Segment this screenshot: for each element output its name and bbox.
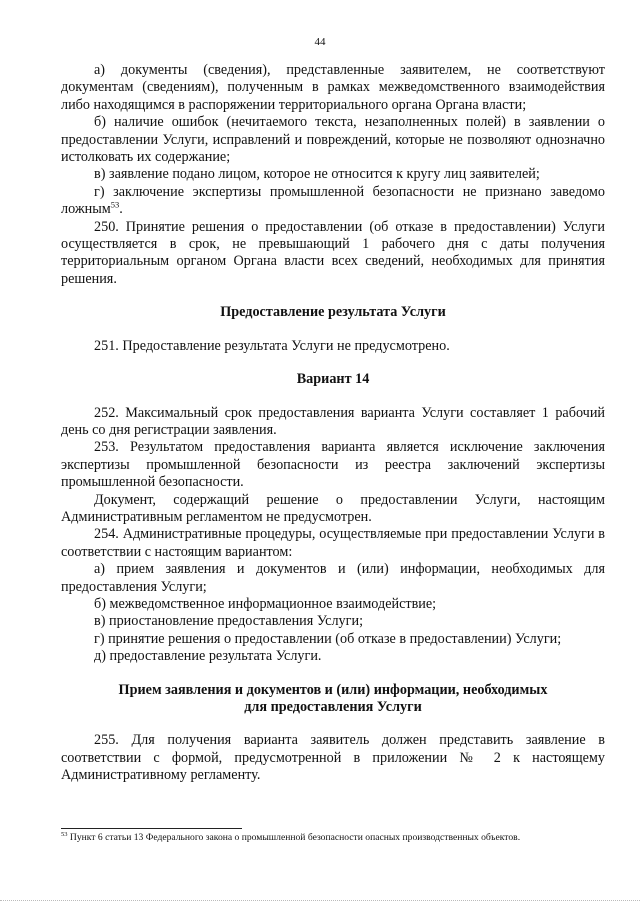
section-heading-reception-line2: для предоставления Услуги: [244, 699, 422, 715]
section-heading-reception: [61, 682, 605, 717]
paragraph-item-v: в) заявление подано лицом, которое не относится к кругу лиц заявителей;: [94, 166, 540, 183]
paragraph-254: 254. Административные процедуры, осуществляемые при предоставлении Услуги в соответствии с настоящим вариантом:: [61, 526, 605, 560]
paragraph-item-b: б) наличие ошибок (нечитаемого текста, незаполненных полей) в заявлении о предоставлении Услуги, исправлений и повреждений, которые не позволяют однозначно истолковать их содержание;: [61, 114, 605, 166]
footnote: [61, 832, 621, 844]
paragraph-250: 250. Принятие решения о предоставлении (об отказе в предоставлении) Услуги осуществляется в срок, не превышающий 1 рабочего дня с даты получения территориальным органом Органа власти всех сведений, необходимых для принятия решения.: [61, 218, 605, 287]
paragraph-253: 253. Результатом предоставления варианта является исключение заключения экспертизы промышленной безопасности из реестра заключений экспертизы промышленной безопасности.: [61, 439, 605, 491]
section-heading-reception-line1: Прием заявления и документов и (или) информации, необходимых: [118, 681, 548, 698]
page-number: 44: [314, 36, 326, 48]
paragraph-255: 255. Для получения варианта заявитель должен представить заявление в соответствии с формой, предусмотренной в приложении № 2 к настоящему Административному регламенту.: [61, 732, 605, 784]
paragraph-item-g-text: г) заключение экспертизы промышленной безопасности не признано заведомо ложным: [61, 183, 605, 218]
paragraph-item-g: [61, 184, 605, 219]
section-heading-variant: Вариант 14: [296, 371, 370, 388]
paragraph-251: 251. Предоставление результата Услуги не предусмотрено.: [94, 337, 450, 354]
footnote-reference[interactable]: 53: [110, 199, 120, 210]
paragraph-document: Документ, содержащий решение о предоставлении Услуги, настоящим Административным регламентом не предусмотрен.: [61, 491, 605, 525]
paragraph-252: 252. Максимальный срок предоставления варианта Услуги составляет 1 рабочий день со дня регистрации заявления.: [61, 404, 605, 438]
procedure-item-a: а) прием заявления и документов и (или) информации, необходимых для предоставления Услуги;: [61, 561, 605, 595]
procedure-item-g: г) принятие решения о предоставлении (об отказе в предоставлении) Услуги;: [94, 630, 562, 647]
procedure-item-d: д) предоставление результата Услуги.: [94, 648, 322, 665]
document-body: [61, 62, 605, 785]
footnote-divider: [61, 828, 242, 829]
section-heading-result: Предоставление результата Услуги: [220, 304, 446, 321]
paragraph-item-a: а) документы (сведения), представленные заявителем, не соответствуют документам (сведениям), полученным в рамках межведомственного взаимодействия либо находящимся в распоряжении территориального органа Органа власти;: [61, 62, 605, 113]
footnote-marker: 53: [61, 830, 68, 838]
paragraph-item-g-end: .: [119, 201, 123, 218]
scan-edge-line: [0, 900, 640, 901]
procedure-item-b: б) межведомственное информационное взаимодействие;: [94, 595, 437, 612]
footnote-text: Пункт 6 статьи 13 Федерального закона о промышленной безопасности опасных производственных объектов.: [67, 832, 521, 843]
procedure-item-v: в) приостановление предоставления Услуги;: [94, 613, 364, 630]
